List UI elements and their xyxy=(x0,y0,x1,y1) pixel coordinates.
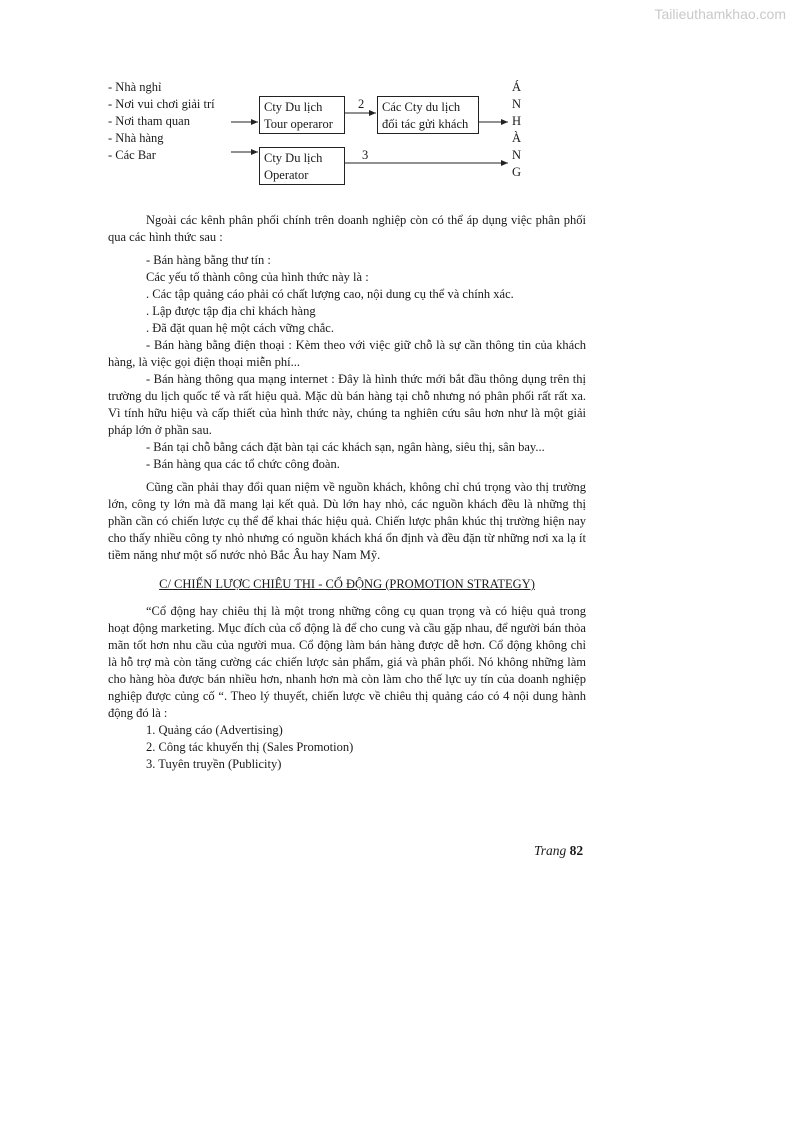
customer-letter: N xyxy=(512,97,522,111)
diagram-arrows xyxy=(0,0,794,220)
list-item: 2. Công tác khuyến thị (Sales Promotion) xyxy=(146,740,354,754)
list-item: . Đã đặt quan hệ một cách vững chắc. xyxy=(146,321,334,335)
list-item: - Bán hàng bằng thư tín : xyxy=(146,253,271,267)
list-item: - Bán hàng qua các tổ chức công đoàn. xyxy=(146,457,340,471)
list-item: . Lập được tập địa chỉ khách hàng xyxy=(146,304,316,318)
paragraph: Ngoài các kênh phân phối chính trên doanh nghiệp còn có thể áp dụng việc phân phối qua các hình thức sau : xyxy=(108,213,586,244)
customer-letter: H xyxy=(512,114,522,128)
diagram-left-item: - Nơi tham quan xyxy=(108,114,190,128)
list-item: - Bán tại chỗ bằng cách đặt bàn tại các khách sạn, ngân hàng, siêu thị, sân bay... xyxy=(146,440,545,454)
customer-letter: N xyxy=(512,148,522,162)
paragraph: Cũng cần phải thay đổi quan niệm về nguồn khách, không chỉ chú trọng vào thị trường lớn, công ty lớn mà đã mang lại kết quả. Dù lớn hay nhỏ, các nguồn khách đều là những thị phần cần có chiến lược cụ thể để khai thác hiệu quả. Chiến lược phân khúc thị trường hiện nay cho thấy nhiều công ty nhỏ nhưng có nguồn khách khá ổn định và đều đặn từ những nơi xa lạ ít tiềm năng như một số nước nhỏ Bắc Âu hay Nam Mỹ. xyxy=(108,480,586,562)
list-item: 3. Tuyên truyền (Publicity) xyxy=(146,757,282,771)
list-item: - Bán hàng thông qua mạng internet : Đây là hình thức mới bắt đầu thông dụng trên thị trường du lịch quốc tế và rất hiệu quả. Mặc dù bán hàng tại chỗ nhưng nó phân phối rất rất xa. Vì tính hữu hiệu và cấp thiết của hình thức này, chúng ta nghiên cứu sâu hơn như là một giải pháp lớn ở phần sau. xyxy=(108,372,586,437)
list-item: - Bán hàng bằng điện thoại : Kèm theo với việc giữ chỗ là sự cần thông tin của khách hàng, là việc gọi điện thoại miễn phí... xyxy=(108,338,586,369)
diagram-left-item: - Nhà nghỉ xyxy=(108,80,162,94)
page-body xyxy=(108,212,586,773)
watermark: Tailieuthamkhao.com xyxy=(654,6,786,22)
paragraph: “Cổ động hay chiêu thị là một trong những công cụ quan trọng và có hiệu quả trong hoạt động marketing. Mục đích của cổ động là để cho cung và cầu gặp nhau, để người bán thỏa mãn tốt hơn nhu cầu của người mua. Cổ động làm bán hàng được dễ hơn. Cổ động không chỉ là hỗ trợ mà còn tăng cường các chiến lược sản phẩm, giá và phân phối. Nó không những làm cho hàng hòa được bán nhiều hơn, nhanh hơn mà còn làm cho thế lực uy tín của doanh nghiệp nghiệp được củng cố “. Theo lý thuyết, chiến lược về chiêu thị quảng cáo có 4 nội dung hành động đó là : xyxy=(108,604,586,720)
list-item: Các yếu tố thành công của hình thức này là : xyxy=(146,270,369,284)
box-line: Cty Du lịch xyxy=(264,100,323,114)
box-line: Tour operaror xyxy=(264,117,333,131)
box-line: Operator xyxy=(264,168,309,182)
list-item: 1. Quảng cáo (Advertising) xyxy=(146,723,283,737)
page-label: Trang xyxy=(534,843,567,858)
box-line: đối tác gửi khách xyxy=(382,117,469,131)
diagram-left-item: - Nơi vui chơi giải trí xyxy=(108,97,215,111)
diagram-left-item: - Nhà hàng xyxy=(108,131,164,145)
box-line: Cty Du lịch xyxy=(264,151,323,165)
customer-letter: À xyxy=(512,131,522,145)
section-heading: C/ CHIẾN LƯỢC CHIÊU THI - CỔ ĐỘNG (PROMOTION STRATEGY) xyxy=(159,577,535,591)
page-number: 82 xyxy=(569,843,584,858)
customer-letter: Á xyxy=(512,80,522,94)
diagram-left-item: - Các Bar xyxy=(108,148,156,162)
arrow-label-2: 2 xyxy=(358,97,365,111)
arrow-label-3: 3 xyxy=(362,148,369,162)
list-item: . Các tập quảng cáo phải có chất lượng cao, nội dung cụ thể và chính xác. xyxy=(146,287,514,301)
page-footer xyxy=(534,843,583,859)
box-line: Các Cty du lịch xyxy=(382,100,461,114)
customer-letter: G xyxy=(512,165,522,179)
